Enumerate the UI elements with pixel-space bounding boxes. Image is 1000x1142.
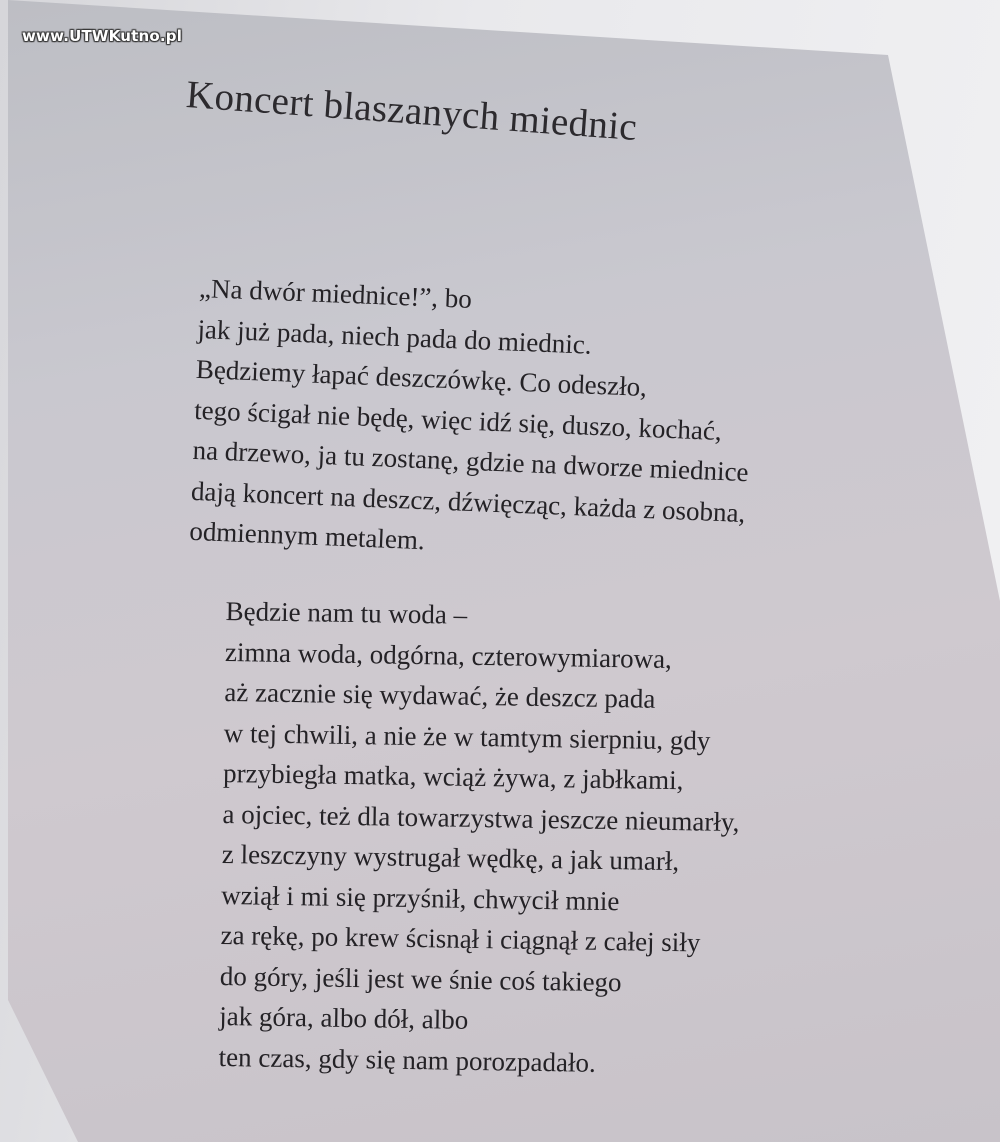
poem-line: zimna woda, odgórna, czterowymiarowa, <box>224 636 673 674</box>
poem-line: jak góra, albo dół, albo <box>219 1000 469 1035</box>
poem-line: w tej chwili, a nie że w tamtym sierpniu, gdy <box>223 717 711 756</box>
poem-line: odmiennym metalem. <box>188 515 426 556</box>
poem-line: aż zacznie się wydawać, że deszcz pada <box>224 676 656 714</box>
poem-title: Koncert blaszanych miednic <box>184 72 639 149</box>
poem-stanza-1 <box>189 268 756 574</box>
site-watermark: www.UTWKutno.pl <box>22 27 183 45</box>
poem-line: ten czas, gdy się nam porozpadało. <box>218 1041 597 1078</box>
poem-line: tego ścigał nie będę, więc idź się, duszo, kochać, <box>193 394 723 446</box>
poem-line: do góry, jeśli jest we śnie coś takiego <box>219 960 622 997</box>
poem-line: jak już pada, niech pada do miednic. <box>196 313 593 360</box>
poem-line: przybiegła matka, wciąż żywa, z jabłkami, <box>222 757 684 796</box>
poem-line: dają koncert na deszcz, dźwięcząc, każda z osobna, <box>190 475 746 528</box>
poem-line: na drzewo, ja tu zostanę, gdzie na dworze miednice <box>192 434 750 488</box>
poem-line: Będzie nam tu woda – <box>225 595 468 630</box>
poem-line: wziął i mi się przyśnił, chwycił mnie <box>220 879 620 916</box>
poem-line: z leszczyny wystrugał wędkę, a jak umarł, <box>221 838 680 877</box>
poem-line: a ojciec, też dla towarzystwa jeszcze nieumarły, <box>222 798 740 837</box>
poem-line: „Na dwór miednice!”, bo <box>198 272 473 314</box>
poem-line: za rękę, po krew ścisnął i ciągnął z całej siły <box>220 919 701 958</box>
poem-stanza-2 <box>218 591 743 1085</box>
poem-line: Będziemy łapać deszczówkę. Co odeszło, <box>195 353 648 403</box>
